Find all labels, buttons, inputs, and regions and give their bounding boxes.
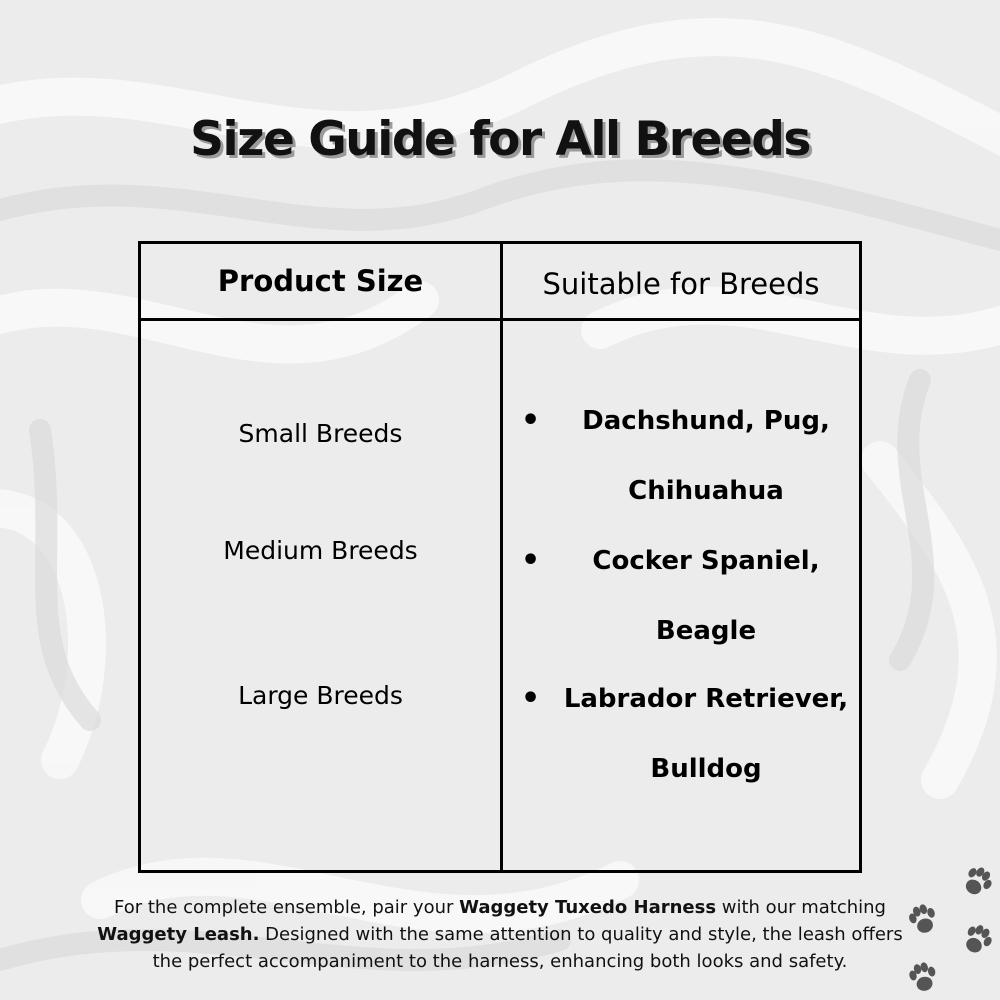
breed-line: Beagle [655,616,757,646]
page-title: Size Guide for All Breeds [190,112,810,167]
size-guide-table [138,241,862,873]
breed-line: Dachshund, Pug, [582,406,830,436]
breed-line: Labrador Retriever, [563,684,849,714]
harness-product-name: Waggety Tuxedo Harness [459,897,717,918]
breed-line: Chihuahua [628,476,784,506]
bullet-icon: • [521,681,541,716]
header-divider [141,318,859,321]
size-medium: Medium Breeds [223,536,418,565]
breed-group-small [503,404,859,508]
breed-group-large [503,682,859,786]
breed-line: Cocker Spaniel, [592,546,820,576]
breed-line: Bulldog [650,754,762,784]
footer-text: with our matching [716,897,886,918]
footer-description [80,894,920,975]
breed-group-medium [503,544,859,648]
paw-prints-icon [895,860,1000,1000]
footer-text: Designed with the same attention to quality and style, the leash offers the perfect accompaniment to the harness, enhancing both looks and safety. [152,924,903,972]
size-large: Large Breeds [238,681,403,710]
bullet-icon: • [521,543,541,578]
header-suitable-breeds: Suitable for Breeds [542,267,820,301]
header-product-size: Product Size [217,264,424,298]
bullet-icon: • [521,403,541,438]
leash-product-name: Waggety Leash. [97,924,260,945]
footer-text: For the complete ensemble, pair your [114,897,460,918]
size-small: Small Breeds [238,419,403,448]
